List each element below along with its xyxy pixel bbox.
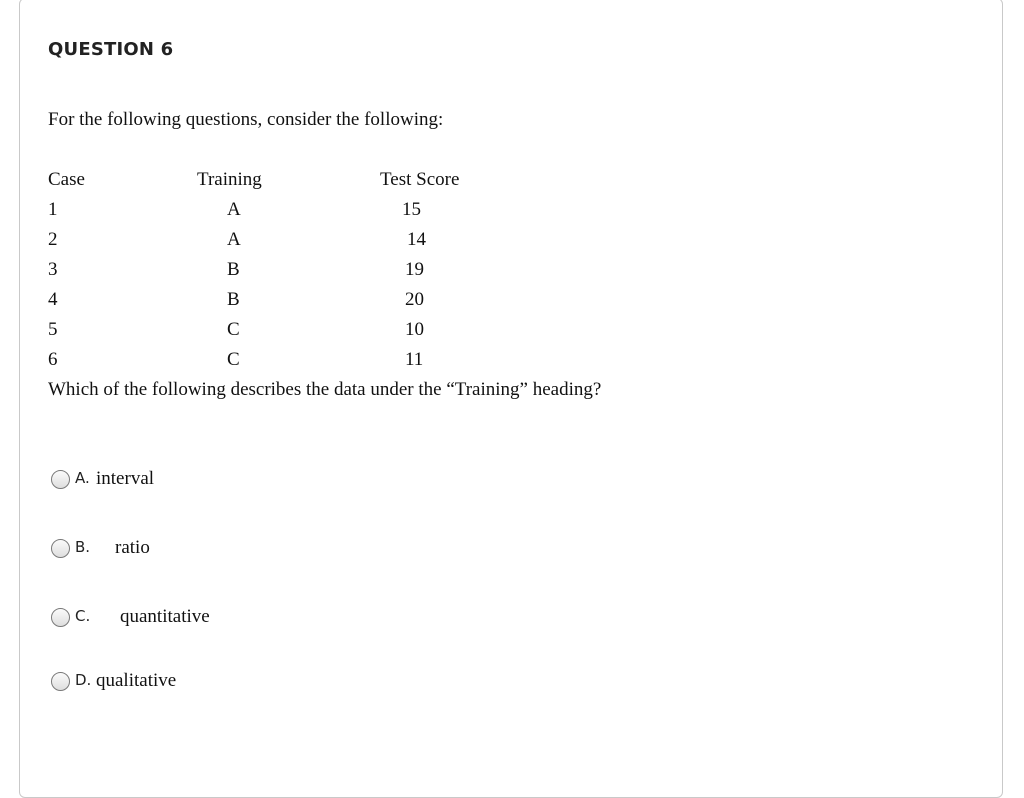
table-cell-case: 1	[48, 199, 58, 220]
table-cell-score: 19	[405, 259, 424, 280]
question-title: QUESTION 6	[48, 39, 174, 60]
table-cell-score: 10	[405, 319, 424, 340]
question-intro: For the following questions, consider the following:	[48, 109, 444, 130]
table-cell-case: 2	[48, 229, 58, 250]
table-cell-case: 6	[48, 349, 58, 370]
table-cell-case: 4	[48, 289, 58, 310]
table-cell-training: B	[227, 259, 240, 280]
table-cell-training: B	[227, 289, 240, 310]
table-cell-case: 3	[48, 259, 58, 280]
table-cell-case: 5	[48, 319, 58, 340]
question-prompt: Which of the following describes the data under the “Training” heading?	[48, 379, 602, 400]
radio-button-b[interactable]	[51, 539, 70, 558]
table-cell-score: 20	[405, 289, 424, 310]
table-cell-score: 15	[402, 199, 421, 220]
table-header-test-score: Test Score	[380, 169, 460, 190]
radio-button-d[interactable]	[51, 672, 70, 691]
table-cell-score: 14	[407, 229, 426, 250]
option-text: interval	[96, 468, 155, 489]
option-letter: C.	[75, 607, 91, 625]
option-text: ratio	[115, 537, 150, 558]
option-letter: B.	[75, 538, 91, 556]
radio-button-a[interactable]	[51, 470, 70, 489]
option-letter: D.	[75, 671, 92, 689]
table-cell-score: 11	[405, 349, 424, 370]
table-cell-training: A	[227, 199, 241, 220]
table-header-training: Training	[197, 169, 262, 190]
radio-button-c[interactable]	[51, 608, 70, 627]
table-cell-training: A	[227, 229, 241, 250]
table-cell-training: C	[227, 319, 240, 340]
table-cell-training: C	[227, 349, 240, 370]
option-letter: A.	[75, 469, 90, 487]
table-header-case: Case	[48, 169, 85, 190]
option-text: quantitative	[120, 606, 210, 627]
option-text: qualitative	[96, 670, 177, 691]
